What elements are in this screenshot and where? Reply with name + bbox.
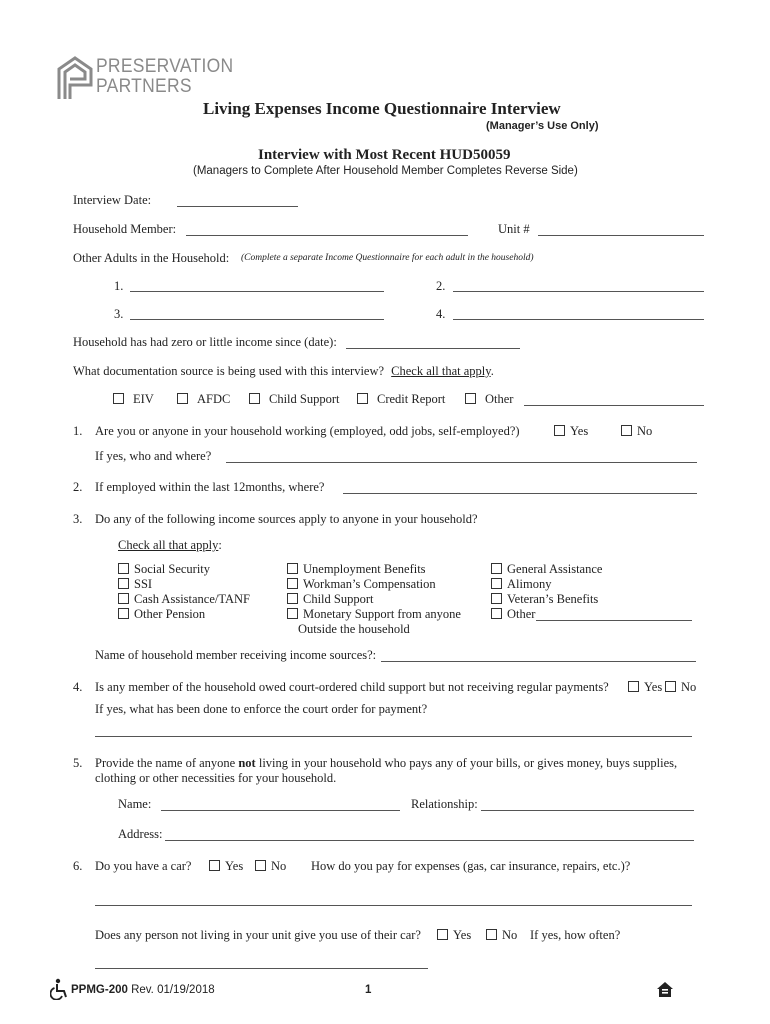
q3-check-all: Check all that apply:: [118, 538, 222, 552]
unit-field[interactable]: [538, 235, 704, 236]
accessibility-icon: [50, 978, 70, 1000]
checkbox-icon[interactable]: [491, 593, 502, 604]
income-option-continued: Outside the household: [298, 622, 410, 636]
income-other-field[interactable]: [536, 620, 692, 621]
doc-period: .: [490, 364, 494, 378]
adult-num-4: 4.: [436, 307, 446, 321]
q6-how-often: If yes, how often?: [530, 928, 621, 942]
page-title: Living Expenses Income Questionnaire Interview: [203, 99, 561, 118]
q6-use-car-yes[interactable]: Yes: [437, 928, 471, 943]
page-number: 1: [365, 984, 372, 996]
q6-use-car-no[interactable]: No: [486, 928, 517, 943]
footer-form-id: PPMG-200 Rev. 01/19/2018: [71, 984, 215, 996]
logo-line2: PARTNERS: [96, 76, 192, 97]
q3-receiver-field[interactable]: [381, 661, 696, 662]
checkbox-icon[interactable]: [287, 578, 298, 589]
logo-line1: PRESERVATION: [96, 56, 234, 77]
checkbox-icon[interactable]: [249, 393, 260, 404]
q4-no[interactable]: No: [665, 680, 696, 695]
checkbox-icon[interactable]: [621, 425, 632, 436]
q1-number: 1.: [73, 424, 83, 438]
income-option[interactable]: Veteran’s Benefits: [491, 592, 602, 607]
q4-followup: If yes, what has been done to enforce the court order for payment?: [95, 702, 428, 716]
logo-mark-icon: [56, 55, 94, 101]
income-option[interactable]: Cash Assistance/TANF: [118, 592, 250, 607]
q6-how-often-field[interactable]: [95, 968, 428, 969]
checkbox-icon[interactable]: [118, 563, 129, 574]
zero-income-date-field[interactable]: [346, 348, 520, 349]
adult-field-1[interactable]: [130, 291, 384, 292]
q1-no[interactable]: No: [621, 424, 652, 439]
doc-option-eiv[interactable]: EIV: [113, 392, 154, 407]
checkbox-icon[interactable]: [437, 929, 448, 940]
q3-number: 3.: [73, 512, 83, 526]
household-member-label: Household Member:: [73, 222, 177, 236]
checkbox-icon[interactable]: [118, 578, 129, 589]
q3-text: Do any of the following income sources apply to anyone in your household?: [95, 512, 478, 526]
q6-pay-text: How do you pay for expenses (gas, car insurance, repairs, etc.)?: [311, 859, 631, 873]
checkbox-icon[interactable]: [287, 608, 298, 619]
q2-field[interactable]: [343, 493, 697, 494]
checkbox-icon[interactable]: [465, 393, 476, 404]
q5-number: 5.: [73, 756, 83, 770]
checkbox-icon[interactable]: [491, 563, 502, 574]
q6-number: 6.: [73, 859, 83, 873]
adult-field-4[interactable]: [453, 319, 704, 320]
income-col-3: [491, 562, 602, 622]
q3-receiver-label: Name of household member receiving income sources?:: [95, 648, 377, 662]
income-option[interactable]: Other: [491, 607, 602, 622]
checkbox-icon[interactable]: [491, 608, 502, 619]
checkbox-icon[interactable]: [628, 681, 639, 692]
adult-field-3[interactable]: [130, 319, 384, 320]
income-option[interactable]: Child Support: [287, 592, 461, 607]
income-option[interactable]: Monetary Support from anyone: [287, 607, 461, 622]
interview-date-label: Interview Date:: [73, 193, 152, 207]
zero-income-label: Household has had zero or little income since (date):: [73, 335, 337, 349]
income-col-1: [118, 562, 250, 622]
checkbox-icon[interactable]: [357, 393, 368, 404]
q1-followup-field[interactable]: [226, 462, 697, 463]
doc-other-field[interactable]: [524, 405, 704, 406]
adult-num-1: 1.: [114, 279, 124, 293]
q5-address-field[interactable]: [165, 840, 694, 841]
checkbox-icon[interactable]: [118, 593, 129, 604]
checkbox-icon[interactable]: [255, 860, 266, 871]
income-col-2: [287, 562, 461, 637]
section-subnote: (Managers to Complete After Household Member Completes Reverse Side): [193, 165, 578, 177]
doc-option-credit-report[interactable]: Credit Report: [357, 392, 445, 407]
q5-text: Provide the name of anyone not living in your household who pays any of your bills, or gives money, buys supplies,: [95, 756, 678, 770]
checkbox-icon[interactable]: [665, 681, 676, 692]
q5-text-cont: clothing or other necessities for your household.: [95, 771, 337, 785]
income-option[interactable]: Unemployment Benefits: [287, 562, 461, 577]
q6-no[interactable]: No: [255, 859, 286, 874]
section-subtitle: Interview with Most Recent HUD50059: [258, 147, 511, 163]
q5-relationship-field[interactable]: [481, 810, 694, 811]
income-option[interactable]: General Assistance: [491, 562, 602, 577]
doc-source-question: [73, 364, 494, 379]
doc-option-other[interactable]: Other: [465, 392, 513, 407]
q6-text: Do you have a car?: [95, 859, 192, 873]
doc-option-child-support[interactable]: Child Support: [249, 392, 340, 407]
unit-label: Unit #: [498, 222, 530, 236]
q1-text: Are you or anyone in your household working (employed, odd jobs, self-employed?): [95, 424, 520, 438]
checkbox-icon[interactable]: [209, 860, 220, 871]
q5-address-label: Address:: [118, 827, 163, 841]
checkbox-icon[interactable]: [177, 393, 188, 404]
doc-source-text: What documentation source is being used with this interview?: [73, 364, 385, 378]
q5-relationship-label: Relationship:: [411, 797, 478, 811]
doc-option-afdc[interactable]: AFDC: [177, 392, 230, 407]
q1-followup: If yes, who and where?: [95, 449, 212, 463]
q4-yes[interactable]: Yes: [628, 680, 662, 695]
managers-use-note: (Manager’s Use Only): [486, 120, 599, 132]
adult-field-2[interactable]: [453, 291, 704, 292]
adult-num-3: 3.: [114, 307, 124, 321]
checkbox-icon[interactable]: [113, 393, 124, 404]
q2-number: 2.: [73, 480, 83, 494]
q5-name-label: Name:: [118, 797, 152, 811]
checkbox-icon[interactable]: [287, 593, 298, 604]
q5-name-field[interactable]: [161, 810, 400, 811]
interview-date-field[interactable]: [177, 206, 298, 207]
q4-text: Is any member of the household owed court-ordered child support but not receiving regular payments?: [95, 680, 609, 694]
checkbox-icon[interactable]: [491, 578, 502, 589]
q2-text: If employed within the last 12months, where?: [95, 480, 325, 494]
income-option[interactable]: Workman’s Compensation: [287, 577, 461, 592]
q6-yes[interactable]: Yes: [209, 859, 243, 874]
other-adults-note: (Complete a separate Income Questionnaire for each adult in the household): [241, 253, 534, 263]
equal-housing-icon: [655, 980, 675, 1000]
income-option[interactable]: Alimony: [491, 577, 602, 592]
other-adults-label: Other Adults in the Household:: [73, 251, 230, 265]
household-member-field[interactable]: [186, 235, 468, 236]
doc-check-all: Check all that apply: [391, 364, 491, 378]
income-option[interactable]: Social Security: [118, 562, 250, 577]
adult-num-2: 2.: [436, 279, 446, 293]
checkbox-icon[interactable]: [486, 929, 497, 940]
q4-followup-field[interactable]: [95, 736, 692, 737]
income-option[interactable]: SSI: [118, 577, 250, 592]
q6-use-car-text: Does any person not living in your unit give you use of their car?: [95, 928, 421, 942]
income-option[interactable]: Other Pension: [118, 607, 250, 622]
q4-number: 4.: [73, 680, 83, 694]
checkbox-icon[interactable]: [554, 425, 565, 436]
checkbox-icon[interactable]: [118, 608, 129, 619]
q1-yes[interactable]: Yes: [554, 424, 588, 439]
checkbox-icon[interactable]: [287, 563, 298, 574]
q6-pay-field[interactable]: [95, 905, 692, 906]
